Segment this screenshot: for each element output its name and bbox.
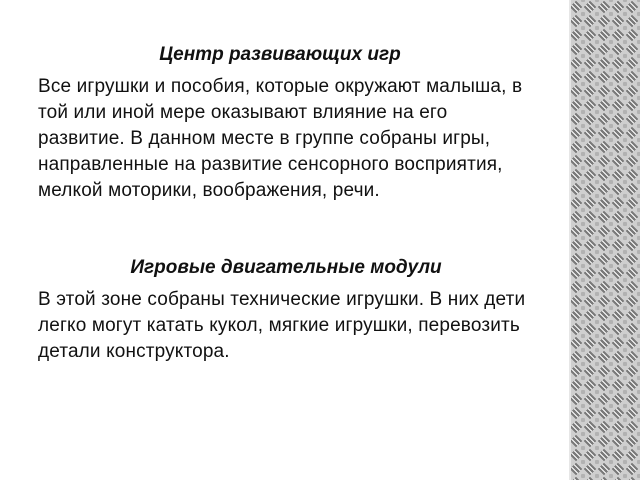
section-heading-games-center: Центр развивающих игр — [159, 44, 401, 65]
section-body-motor-modules: В этой зоне собраны технические игрушки. В них дети легко могут катать кукол, мягкие игрушки, перевозить детали конструктора. — [38, 289, 526, 362]
side-panel-pattern — [569, 0, 640, 480]
section-heading-motor-modules: Игровые двигательные модули — [130, 257, 442, 278]
slide-content — [38, 42, 534, 365]
section-body-games-center: Все игрушки и пособия, которые окружают малыша, в той или иной мере оказывают влияние на его развитие. В данном месте в группе собраны игры, направленные на развитие сенсорного восприятия, мелкой моторики, воображения, речи. — [38, 76, 523, 201]
side-panel-edge — [569, 0, 571, 480]
decorative-side-panel — [569, 0, 640, 480]
